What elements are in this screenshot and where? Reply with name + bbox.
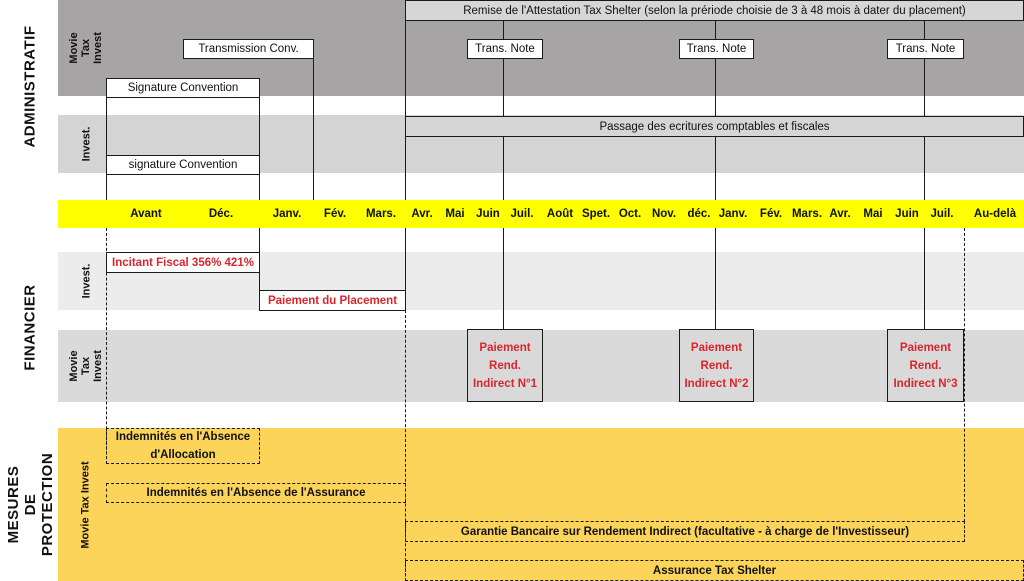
timeline-month: déc.	[687, 208, 711, 220]
trans-note-box-3: Trans. Note	[887, 39, 964, 59]
sublabel-admin-invest: Invest.	[80, 126, 93, 162]
sublabel-prot-mti: Movie Tax Invest	[80, 460, 92, 549]
passage-ecritures-box: Passage des ecritures comptables et fiscales	[405, 116, 1024, 137]
timeline-month: Mai	[863, 208, 883, 220]
transmission-conv-box: Transmission Conv.	[183, 39, 314, 59]
timeline-month: Août	[546, 208, 574, 220]
timeline-month: Nov.	[651, 208, 677, 220]
timeline-month: Janv.	[718, 208, 748, 220]
sublabel-fin-mti: Movie Tax Invest	[68, 350, 104, 382]
signature-convention-bottom-box: signature Convention	[106, 155, 260, 175]
payment-line-2	[715, 228, 716, 330]
remise-attestation-box: Remise de l'Attestation Tax Shelter (selon la prériode choisie de 3 à 48 mois à dater du placement)	[405, 0, 1024, 21]
indemnites-assurance-box: Indemnités en l'Absence de l'Assurance	[106, 483, 406, 503]
paiement-rend-indirect-3-box: Paiement Rend. Indirect N°3	[887, 329, 964, 402]
timeline-month: Juin	[476, 208, 500, 220]
remise-left-line	[405, 0, 406, 200]
timeline-month: Janv.	[272, 208, 302, 220]
indemnites-allocation-box: Indemnités en l'Absence d'Allocation	[106, 428, 260, 464]
paiement-rend-indirect-2-box: Paiement Rend. Indirect N°2	[679, 329, 754, 402]
trans-note-box-2: Trans. Note	[679, 39, 754, 59]
timeline-month: Juil.	[930, 208, 954, 220]
dashed-right-line	[964, 228, 965, 522]
timeline-month: Avant	[130, 208, 162, 220]
assurance-tax-shelter-box: Assurance Tax Shelter	[405, 560, 1024, 581]
timeline-month: Avr.	[411, 208, 433, 220]
timeline-month: Oct.	[618, 208, 642, 220]
timeline-month: Spet.	[581, 208, 611, 220]
section-label-financier: FINANCIER	[21, 283, 39, 371]
section-label-protection: MESURES DE PROTECTION	[5, 452, 57, 557]
transmission-line	[313, 58, 314, 200]
timeline-month: Juin	[895, 208, 919, 220]
timeline-month: Fév.	[323, 208, 347, 220]
timeline-month: Mars.	[791, 208, 823, 220]
sublabel-admin-mti: Movie Tax Invest	[68, 32, 104, 64]
timeline-month: Mai	[445, 208, 465, 220]
paiement-placement-box: Paiement du Placement	[259, 290, 406, 311]
section-label-administratif: ADMINISTRATIF	[21, 25, 39, 148]
timeline-month: Déc.	[208, 208, 234, 220]
incitant-fiscal-box: Incitant Fiscal 356% 421%	[106, 252, 260, 273]
signature-convention-top-box: Signature Convention	[106, 78, 260, 98]
payment-line-1	[503, 228, 504, 330]
garantie-bancaire-box: Garantie Bancaire sur Rendement Indirect (facultative - à charge de l'Investisseur)	[405, 521, 965, 542]
payment-line-3	[924, 228, 925, 330]
timeline-month: Mars.	[365, 208, 397, 220]
trans-note-box-1: Trans. Note	[467, 39, 543, 59]
timeline-month: Juil.	[510, 208, 534, 220]
sublabel-fin-invest: Invest.	[80, 263, 93, 299]
paiement-rend-indirect-1-box: Paiement Rend. Indirect N°1	[467, 329, 543, 402]
timeline-month: Avr.	[829, 208, 851, 220]
timeline-month: Au-delà	[973, 208, 1017, 220]
timeline-month: Fév.	[759, 208, 783, 220]
